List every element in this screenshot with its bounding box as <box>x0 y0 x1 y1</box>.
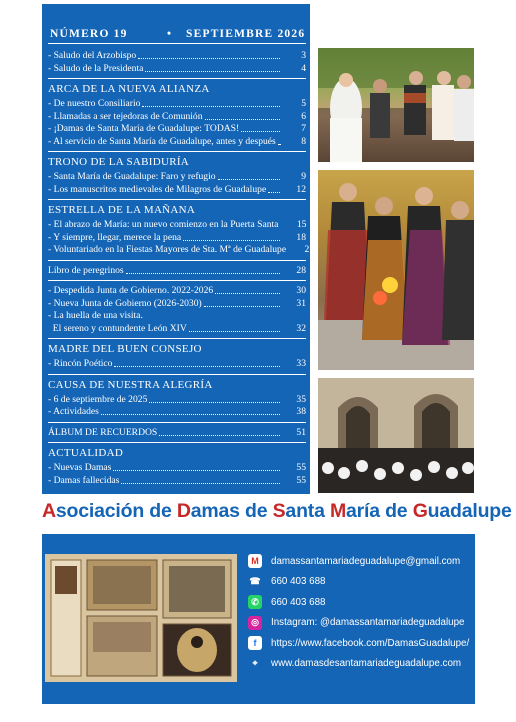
toc-entry[interactable] <box>48 285 306 297</box>
toc-entry[interactable] <box>48 123 306 135</box>
title-initial: D <box>176 500 191 522</box>
toc-page-number: 12 <box>296 183 306 195</box>
toc-page-number: 55 <box>296 474 306 486</box>
toc-entry[interactable] <box>48 427 306 439</box>
gmail-icon: M <box>248 554 262 568</box>
contact-whatsapp[interactable] <box>248 593 325 611</box>
toc-entry-title: El sereno y contundente León XIV <box>48 322 187 334</box>
dot-leader <box>241 123 280 132</box>
toc-section-heading: CAUSA DE NUESTRA ALEGRÍA <box>48 378 213 391</box>
header-separator: • <box>167 28 173 40</box>
toc-entry[interactable] <box>48 50 306 62</box>
section-divider <box>48 260 306 261</box>
toc-page-number: 28 <box>296 264 306 276</box>
photo-archbishop-art <box>318 48 474 162</box>
toc-entry[interactable] <box>48 298 306 310</box>
photo-archbishop-greeting <box>318 48 474 162</box>
toc-page-number: 3 <box>301 50 306 61</box>
dot-leader <box>278 136 280 145</box>
toc-entry[interactable] <box>48 244 315 256</box>
toc-entry[interactable] <box>48 358 306 370</box>
toc-entry-title: - El abrazo de María: un nuevo comienzo en la Puerta Santa <box>48 219 279 230</box>
dot-leader <box>205 111 280 120</box>
toc-entry-title: - La huella de una visita. <box>48 310 143 321</box>
contact-text: 660 403 688 <box>271 596 326 608</box>
toc-entry[interactable] <box>48 219 306 231</box>
section-divider <box>48 78 306 79</box>
toc-section-heading: ARCA DE LA NUEVA ALIANZA <box>48 83 210 95</box>
toc-page-number: 6 <box>301 110 306 122</box>
title-text: sociación de <box>55 500 177 522</box>
contact-facebook[interactable] <box>248 634 469 652</box>
toc-entry-title: - Saludo de la Presidenta <box>48 62 144 74</box>
title-text: anta <box>285 500 330 522</box>
photo-costumes-art <box>318 170 474 370</box>
toc-page-number: 30 <box>296 285 306 296</box>
toc-entry-title: - Saludo del Arzobispo <box>48 50 137 61</box>
contact-text: damassantamariadeguadalupe@gmail.com <box>271 555 461 567</box>
section-divider <box>48 442 306 443</box>
toc-entry[interactable] <box>48 310 306 322</box>
dot-leader <box>138 50 280 59</box>
collage-image <box>45 554 237 682</box>
title-initial: M <box>329 500 346 522</box>
toc-entry-title: - Rincón Poético <box>48 358 113 369</box>
toc-entry-title: - Llamadas a ser tejedoras de Comunión <box>48 110 203 122</box>
title-text: uadalupe <box>427 500 512 522</box>
dot-leader <box>189 323 280 332</box>
facebook-icon: f <box>248 636 262 650</box>
toc-entry-title: - Nueva Junta de Gobierno (2026-2030) <box>48 297 202 309</box>
dot-leader <box>215 285 280 294</box>
toc-entry-title: - Actividades <box>48 406 99 417</box>
toc-section-heading: MADRE DEL BUEN CONSEJO <box>48 343 202 355</box>
toc-page-number: 9 <box>301 171 306 182</box>
dot-leader <box>126 265 280 274</box>
section-divider <box>48 422 306 423</box>
photo-traditional-costumes <box>318 170 474 370</box>
section-divider <box>48 151 306 152</box>
dot-leader <box>159 427 280 436</box>
contact-panel <box>42 534 475 704</box>
dot-leader <box>142 98 280 107</box>
contact-text: Instagram: @damassantamariadeguadalupe <box>271 617 465 628</box>
toc-entry-title: - Santa María de Guadalupe: Faro y refugio <box>48 171 216 182</box>
web-icon: ⌖ <box>252 658 258 668</box>
toc-section-heading: ACTUALIDAD <box>48 447 124 459</box>
toc-entry-title: - 6 de septiembre de 2025 <box>48 393 148 405</box>
section-divider <box>48 338 306 339</box>
dot-leader <box>114 358 280 367</box>
issue-header <box>48 28 306 44</box>
instagram-icon: ◎ <box>248 616 262 630</box>
toc-entry[interactable] <box>48 394 306 406</box>
toc-entry-title: - Despedida Junta de Gobierno. 2022-2026 <box>48 285 214 296</box>
toc-entry[interactable] <box>48 184 306 196</box>
dot-leader <box>183 232 280 241</box>
toc-page-number: 18 <box>296 231 306 243</box>
toc-page-number: 4 <box>301 62 306 74</box>
contact-phone[interactable] <box>248 573 325 591</box>
whatsapp-icon: ✆ <box>248 595 262 609</box>
dot-leader <box>268 184 280 193</box>
photo-monastery-crowd <box>318 378 474 493</box>
section-divider <box>48 374 306 375</box>
dot-leader <box>121 475 280 484</box>
toc-entry[interactable] <box>48 136 306 148</box>
dot-leader <box>113 462 280 471</box>
photo-monastery-art <box>318 378 474 493</box>
toc-entry[interactable] <box>48 232 306 244</box>
issue-date: SEPTIEMBRE 2026 <box>186 28 306 40</box>
contact-text: 660 403 688 <box>271 576 326 587</box>
contact-instagram[interactable] <box>248 614 464 632</box>
toc-entry-title: Libro de peregrinos <box>48 264 124 276</box>
title-text: amas de <box>190 500 273 522</box>
contact-gmail[interactable] <box>248 552 460 570</box>
toc-entry[interactable] <box>48 98 306 110</box>
toc-page-number: 51 <box>296 426 306 438</box>
issue-number: NÚMERO 19 <box>50 28 128 40</box>
section-divider <box>48 280 306 281</box>
toc-entry-title: - ¡Damas de Santa María de Guadalupe: TODAS! <box>48 123 240 134</box>
toc-entry[interactable] <box>48 462 306 474</box>
dot-leader <box>149 394 280 403</box>
title-initial: S <box>272 500 286 522</box>
toc-section-heading: ESTRELLA DE LA MAÑANA <box>48 204 196 216</box>
toc-entry[interactable] <box>48 265 306 277</box>
toc-page-number: 15 <box>296 219 307 230</box>
toc-page-number: 32 <box>296 322 306 334</box>
title-initial: G <box>412 500 428 522</box>
collage-art <box>45 554 237 682</box>
toc-entry[interactable] <box>48 171 306 183</box>
toc-entry[interactable] <box>48 111 306 123</box>
toc-page-number: 35 <box>296 393 306 405</box>
toc-entry[interactable] <box>48 323 306 335</box>
contact-text: https://www.facebook.com/DamasGuadalupe/ <box>271 637 470 649</box>
toc-page-number: 7 <box>301 123 306 134</box>
dot-leader <box>145 63 280 72</box>
dot-leader <box>145 310 280 319</box>
dot-leader <box>218 171 280 180</box>
toc-entry-title: - Nuevas Damas <box>48 462 112 473</box>
toc-entry-title: - Los manuscritos medievales de Milagros de Guadalupe <box>48 183 267 195</box>
toc-entry[interactable] <box>48 63 306 75</box>
toc-page-number: 38 <box>296 406 306 417</box>
toc-page-number: 5 <box>301 98 306 109</box>
toc-entry-title: - Y siempre, llegar, merece la pena <box>48 231 182 243</box>
toc-page-number: 31 <box>296 297 306 309</box>
toc-entry-title: - De nuestro Consiliario <box>48 98 141 109</box>
toc-page-number: 8 <box>301 135 306 147</box>
association-title <box>42 500 512 530</box>
title-initial: A <box>42 500 56 522</box>
toc-page-number: 21 <box>304 244 315 255</box>
toc-entry-title: - Al servicio de Santa María de Guadalupe, antes y después <box>48 135 276 147</box>
toc-page-number <box>282 310 306 322</box>
section-divider <box>48 199 306 200</box>
toc-entry-title: ÁLBUM DE RECUERDOS <box>48 426 158 438</box>
toc-entry[interactable] <box>48 406 306 418</box>
contact-web[interactable] <box>248 655 461 673</box>
toc-entry[interactable] <box>48 475 306 487</box>
toc-entry-title: - Voluntariado en la Fiestas Mayores de Sta. Mª de Guadalupe <box>48 244 287 255</box>
table-of-contents <box>42 4 315 494</box>
toc-section-heading: TRONO DE LA SABIDURÍA <box>48 156 190 168</box>
contact-text: www.damasdesantamariadeguadalupe.com <box>271 658 462 669</box>
toc-page-number: 33 <box>296 358 306 369</box>
toc-entry-title: - Damas fallecidas <box>48 474 120 486</box>
dot-leader <box>204 298 280 307</box>
toc-page-number: 55 <box>296 462 306 473</box>
title-text: aría de <box>345 500 413 522</box>
phone-icon: ☎ <box>249 576 261 586</box>
dot-leader <box>101 406 280 415</box>
